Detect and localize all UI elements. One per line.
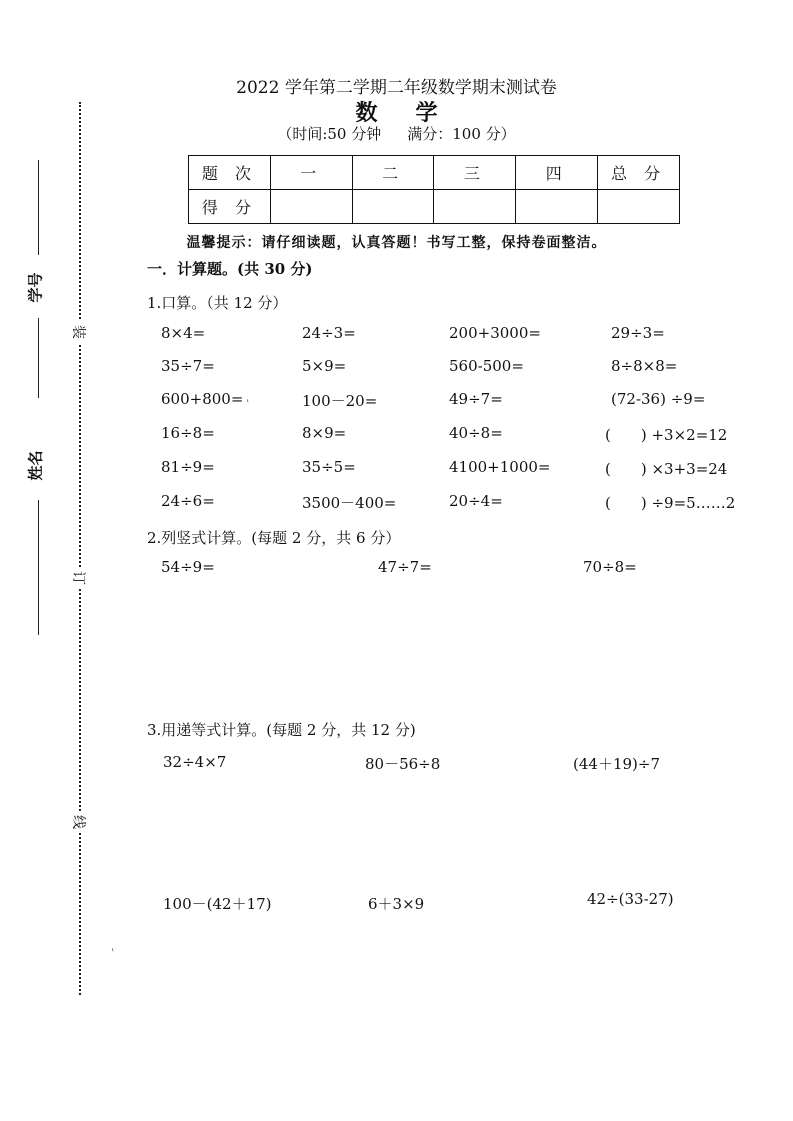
oral-item: 8÷8×8= [611,357,678,375]
binding-char-zhuang: 装 [69,321,89,343]
stepwise-calc-item: 32÷4×7 [163,753,227,771]
oral-item: 5×9= [302,357,347,375]
binding-char-xian: 线 [69,811,89,833]
oral-item: 4100+1000= [449,458,551,476]
score-cell: 得 分 [189,190,271,224]
section-1-heading: 一．计算题。(共 30 分) [147,260,313,278]
q3-heading: 3.用递等式计算。(每题 2 分，共 12 分) [147,721,416,739]
name-label: 姓名 [26,450,45,481]
oral-item: 100－20= [302,392,378,410]
score-cell: 总 分 [598,156,680,190]
score-cell: 四 [516,156,598,190]
score-table [188,155,680,224]
oral-item: 8×4= [161,324,206,342]
oral-item: 8×9= [302,424,347,442]
name-line [38,500,39,635]
stepwise-calc-item: 80－56÷8 [365,755,441,773]
score-table-header-row [189,156,680,190]
time-info: （时间:50 分钟 [277,125,382,143]
exam-title: 2022 学年第二学期二年级数学期末测试卷 [236,78,557,98]
vertical-calc-item: 70÷8= [583,558,637,576]
oral-item: 16÷8= [161,424,215,442]
oral-item: 20÷4= [449,492,503,510]
scan-mark: ˋ [239,397,253,413]
oral-item: (72-36) ÷9= [611,390,706,408]
oral-item: 29÷3= [611,324,665,342]
score-input-cell[interactable] [598,190,680,224]
score-cell: 题 次 [189,156,271,190]
oral-item: 24÷3= [302,324,356,342]
score-input-cell[interactable] [270,190,352,224]
oral-item: 200+3000= [449,324,541,342]
vertical-calc-item: 47÷7= [378,558,432,576]
q2-heading: 2.列竖式计算。(每题 2 分，共 6 分） [147,529,401,547]
oral-item: 3500－400= [302,494,397,512]
stepwise-calc-item: 42÷(33-27) [587,890,674,908]
score-cell: 三 [434,156,516,190]
subject-title: 数学 [355,100,476,126]
tip-text: 温馨提示：请仔细读题，认真答题！书写工整，保持卷面整洁。 [186,235,607,251]
time-score-info [0,123,793,144]
oral-item: 560-500= [449,357,524,375]
scan-mark: ˋ [104,946,118,962]
oral-item: 40÷8= [449,424,503,442]
stepwise-calc-item: 6＋3×9 [368,895,425,913]
oral-item: 600+800= [161,390,244,408]
student-id-line-lower [38,318,39,398]
fill-blank-item[interactable]: ( ) ÷9=5……2 [605,494,736,512]
oral-item: 35÷5= [302,458,356,476]
score-cell: 一 [270,156,352,190]
score-cell: 二 [352,156,434,190]
oral-item: 81÷9= [161,458,215,476]
full-score-info: 满分：100 分） [407,125,516,143]
binding-char-ding: 订 [69,567,89,589]
oral-item: 35÷7= [161,357,215,375]
vertical-calc-item: 54÷9= [161,558,215,576]
stepwise-calc-item: 100－(42＋17) [163,895,272,913]
oral-item: 49÷7= [449,390,503,408]
score-input-cell[interactable] [352,190,434,224]
score-input-cell[interactable] [516,190,598,224]
oral-item: 24÷6= [161,492,215,510]
fill-blank-item[interactable]: ( ) +3×2=12 [605,426,728,444]
q1-heading: 1.口算。（共 12 分） [147,294,288,312]
score-table-score-row [189,190,680,224]
fill-blank-item[interactable]: ( ) ×3+3=24 [605,460,728,478]
student-id-label: 学号 [26,272,45,303]
stepwise-calc-item: (44＋19)÷7 [573,755,660,773]
score-input-cell[interactable] [434,190,516,224]
